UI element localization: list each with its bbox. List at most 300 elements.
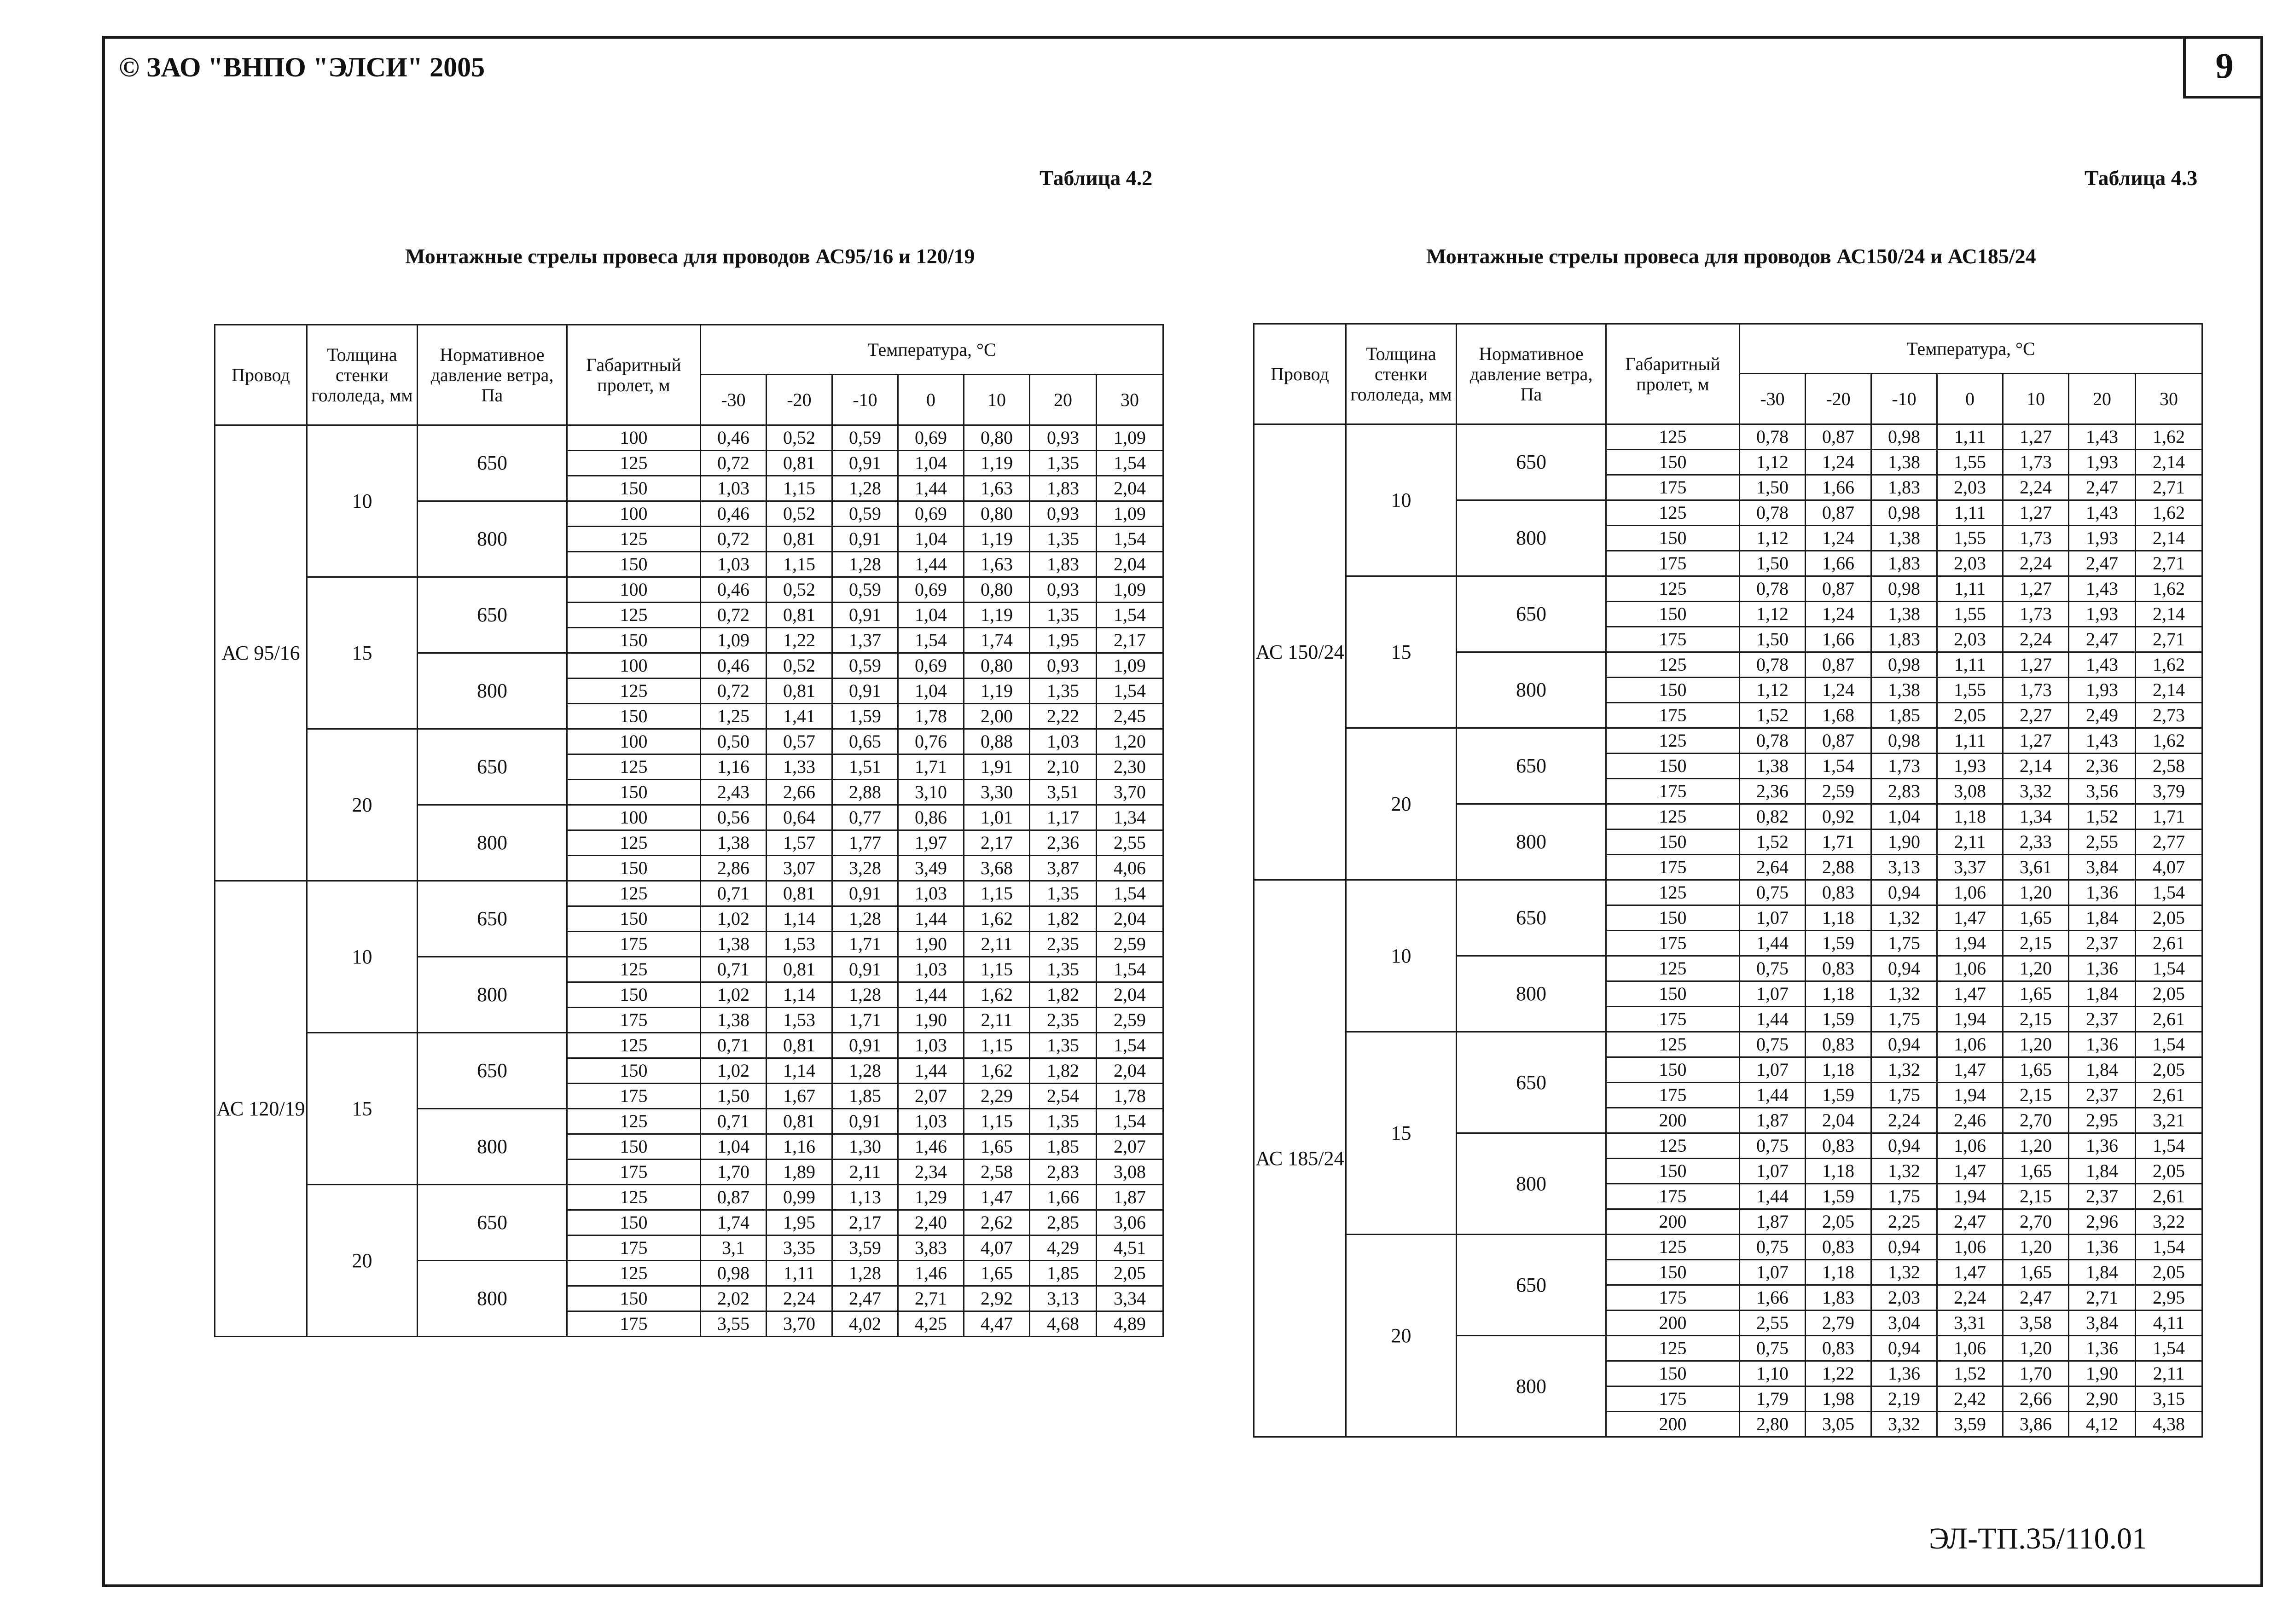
sag-value-cell: 2,54 — [1030, 1084, 1097, 1109]
sag-value-cell: 1,03 — [898, 1033, 964, 1058]
sag-value-cell: 0,83 — [1806, 956, 1871, 981]
sag-value-cell: 0,59 — [832, 653, 898, 679]
sag-value-cell: 0,59 — [832, 501, 898, 527]
wire-cell: АС 120/19 — [215, 881, 307, 1337]
span-cell: 125 — [567, 679, 701, 704]
sag-value-cell: 0,46 — [701, 501, 767, 527]
span-cell: 150 — [567, 1058, 701, 1084]
sag-value-cell: 1,28 — [832, 906, 898, 932]
sag-value-cell: 2,59 — [1097, 932, 1163, 957]
sag-value-cell: 1,62 — [2136, 652, 2202, 678]
sag-value-cell: 2,71 — [2136, 475, 2202, 500]
sag-value-cell: 1,73 — [2003, 450, 2069, 475]
sag-value-cell: 2,03 — [1937, 551, 2003, 576]
sag-value-cell: 1,52 — [1740, 703, 1806, 728]
sag-value-cell: 1,78 — [1097, 1084, 1163, 1109]
sag-value-cell: 1,44 — [1740, 1007, 1806, 1032]
sag-value-cell: 1,35 — [1030, 1109, 1097, 1134]
sag-value-cell: 2,55 — [1097, 830, 1163, 856]
sag-value-cell: 1,83 — [1806, 1285, 1871, 1311]
sag-value-cell: 3,86 — [2003, 1412, 2069, 1437]
span-cell: 100 — [567, 577, 701, 603]
sag-value-cell: 2,11 — [1937, 829, 2003, 855]
sag-value-cell: 1,83 — [1871, 551, 1937, 576]
sag-value-cell: 1,12 — [1740, 678, 1806, 703]
sag-value-cell: 1,62 — [964, 906, 1030, 932]
sag-value-cell: 3,08 — [1097, 1160, 1163, 1185]
sag-value-cell: 1,43 — [2069, 728, 2136, 754]
span-cell: 125 — [1606, 1336, 1740, 1361]
sag-value-cell: 1,83 — [1030, 552, 1097, 577]
sag-value-cell: 3,22 — [2136, 1209, 2202, 1235]
sag-value-cell: 2,47 — [1937, 1209, 2003, 1235]
sag-value-cell: 0,87 — [701, 1185, 767, 1210]
wind-pressure-cell: 650 — [1457, 424, 1606, 500]
sag-value-cell: 1,54 — [1097, 679, 1163, 704]
wind-pressure-cell: 650 — [1457, 728, 1606, 804]
sag-value-cell: 3,58 — [2003, 1311, 2069, 1336]
sag-value-cell: 0,52 — [767, 501, 832, 527]
sag-value-cell: 1,85 — [1871, 703, 1937, 728]
span-cell: 100 — [567, 805, 701, 830]
sag-value-cell: 1,27 — [2003, 500, 2069, 526]
span-cell: 175 — [1606, 475, 1740, 500]
sag-value-cell: 2,05 — [1937, 703, 2003, 728]
header-temp-col: 0 — [898, 375, 964, 425]
sag-value-cell: 1,83 — [1871, 627, 1937, 652]
span-cell: 175 — [1606, 1184, 1740, 1209]
sag-value-cell: 1,71 — [832, 932, 898, 957]
span-cell: 175 — [1606, 703, 1740, 728]
sag-value-cell: 0,52 — [767, 425, 832, 451]
sag-value-cell: 1,14 — [767, 1058, 832, 1084]
wind-pressure-cell: 650 — [1457, 1235, 1606, 1336]
span-cell: 125 — [1606, 804, 1740, 829]
span-cell: 175 — [1606, 551, 1740, 576]
sag-value-cell: 1,18 — [1806, 1260, 1871, 1285]
header-temp-col: -10 — [1871, 374, 1937, 424]
sag-value-cell: 0,75 — [1740, 1032, 1806, 1057]
sag-value-cell: 3,84 — [2069, 1311, 2136, 1336]
sag-value-cell: 1,24 — [1806, 678, 1871, 703]
sag-value-cell: 3,32 — [2003, 779, 2069, 804]
sag-value-cell: 0,80 — [964, 501, 1030, 527]
document-number: ЭЛ-ТП.35/110.01 — [1929, 1522, 2148, 1555]
sag-value-cell: 0,78 — [1740, 576, 1806, 602]
sag-value-cell: 2,04 — [1097, 476, 1163, 501]
sag-value-cell: 2,55 — [2069, 829, 2136, 855]
wind-pressure-cell: 800 — [418, 653, 567, 729]
sag-value-cell: 1,87 — [1740, 1108, 1806, 1133]
sag-value-cell: 1,77 — [832, 830, 898, 856]
sag-value-cell: 3,06 — [1097, 1210, 1163, 1235]
sag-value-cell: 2,64 — [1740, 855, 1806, 880]
sag-value-cell: 3,08 — [1937, 779, 2003, 804]
sag-value-cell: 2,07 — [1097, 1134, 1163, 1160]
span-cell: 175 — [1606, 1386, 1740, 1412]
sag-value-cell: 0,50 — [701, 729, 767, 754]
span-cell: 175 — [1606, 627, 1740, 652]
header-temperature: Температура, °C — [1740, 324, 2202, 374]
header-temp-col: 0 — [1937, 374, 2003, 424]
span-cell: 150 — [1606, 829, 1740, 855]
sag-value-cell: 1,65 — [964, 1134, 1030, 1160]
sag-value-cell: 1,46 — [898, 1134, 964, 1160]
sag-value-cell: 2,05 — [2136, 981, 2202, 1007]
header-span: Габаритный пролет, м — [1606, 324, 1740, 424]
span-cell: 150 — [567, 476, 701, 501]
sag-value-cell: 1,53 — [767, 932, 832, 957]
sag-value-cell: 1,28 — [832, 1261, 898, 1286]
sag-value-cell: 1,54 — [1806, 754, 1871, 779]
sag-value-cell: 2,36 — [1740, 779, 1806, 804]
sag-value-cell: 1,44 — [1740, 1083, 1806, 1108]
sag-value-cell: 0,98 — [701, 1261, 767, 1286]
sag-value-cell: 2,95 — [2136, 1285, 2202, 1311]
sag-value-cell: 1,06 — [1937, 1336, 2003, 1361]
sag-value-cell: 0,98 — [1871, 500, 1937, 526]
sag-value-cell: 2,29 — [964, 1084, 1030, 1109]
span-cell: 125 — [567, 1109, 701, 1134]
sag-value-cell: 2,30 — [1097, 754, 1163, 780]
sag-value-cell: 0,80 — [964, 425, 1030, 451]
sag-value-cell: 0,94 — [1871, 1336, 1937, 1361]
sag-value-cell: 0,46 — [701, 425, 767, 451]
span-cell: 175 — [1606, 779, 1740, 804]
sag-value-cell: 1,24 — [1806, 450, 1871, 475]
sag-value-cell: 1,09 — [701, 628, 767, 653]
table-row — [215, 729, 1163, 754]
sag-value-cell: 0,64 — [767, 805, 832, 830]
sag-value-cell: 1,07 — [1740, 981, 1806, 1007]
sag-value-cell: 1,27 — [2003, 576, 2069, 602]
sag-value-cell: 2,46 — [1937, 1108, 2003, 1133]
sag-value-cell: 1,79 — [1740, 1386, 1806, 1412]
sag-value-cell: 1,75 — [1871, 1007, 1937, 1032]
wind-pressure-cell: 800 — [418, 957, 567, 1033]
sag-value-cell: 1,36 — [2069, 956, 2136, 981]
sag-value-cell: 1,20 — [1097, 729, 1163, 754]
sag-value-cell: 4,12 — [2069, 1412, 2136, 1437]
sag-value-cell: 2,05 — [2136, 1260, 2202, 1285]
wind-pressure-cell: 800 — [1457, 500, 1606, 576]
sag-value-cell: 2,40 — [898, 1210, 964, 1235]
sag-value-cell: 1,82 — [1030, 1058, 1097, 1084]
header-span: Габаритный пролет, м — [567, 325, 701, 425]
span-cell: 200 — [1606, 1311, 1740, 1336]
sag-value-cell: 2,92 — [964, 1286, 1030, 1311]
sag-value-cell: 0,83 — [1806, 1032, 1871, 1057]
ice-thickness-cell: 15 — [307, 1033, 418, 1185]
sag-value-cell: 3,61 — [2003, 855, 2069, 880]
header-wind-pressure: Нормативное давление ветра, Па — [418, 325, 567, 425]
sag-value-cell: 1,94 — [1937, 931, 2003, 956]
table-row — [1254, 1032, 2202, 1057]
sag-value-cell: 2,71 — [2136, 551, 2202, 576]
sag-value-cell: 1,51 — [832, 754, 898, 780]
sag-value-cell: 0,98 — [1871, 652, 1937, 678]
sag-value-cell: 1,52 — [1937, 1361, 2003, 1386]
span-cell: 175 — [1606, 855, 1740, 880]
sag-value-cell: 1,18 — [1806, 1057, 1871, 1083]
sag-value-cell: 2,66 — [2003, 1386, 2069, 1412]
sag-value-cell: 1,04 — [701, 1134, 767, 1160]
sag-value-cell: 0,72 — [701, 679, 767, 704]
sag-value-cell: 0,91 — [832, 881, 898, 906]
sag-value-cell: 2,11 — [832, 1160, 898, 1185]
sag-value-cell: 3,34 — [1097, 1286, 1163, 1311]
sag-value-cell: 1,75 — [1871, 931, 1937, 956]
copyright-header: © ЗАО "ВНПО "ЭЛСИ" 2005 — [119, 52, 485, 82]
sag-value-cell: 1,55 — [1937, 450, 2003, 475]
sag-value-cell: 1,54 — [2136, 956, 2202, 981]
sag-value-cell: 1,15 — [964, 1109, 1030, 1134]
sag-value-cell: 0,56 — [701, 805, 767, 830]
sag-value-cell: 3,15 — [2136, 1386, 2202, 1412]
sag-value-cell: 4,07 — [964, 1235, 1030, 1261]
sag-value-cell: 1,78 — [898, 704, 964, 729]
sag-value-cell: 1,17 — [1030, 805, 1097, 830]
sag-value-cell: 2,49 — [2069, 703, 2136, 728]
sag-value-cell: 2,83 — [1871, 779, 1937, 804]
sag-value-cell: 1,43 — [2069, 652, 2136, 678]
sag-value-cell: 1,71 — [2136, 804, 2202, 829]
sag-value-cell: 2,42 — [1937, 1386, 2003, 1412]
sag-value-cell: 0,94 — [1871, 956, 1937, 981]
sag-value-cell: 1,18 — [1806, 905, 1871, 931]
sag-value-cell: 2,03 — [1871, 1285, 1937, 1311]
sag-value-cell: 2,47 — [832, 1286, 898, 1311]
sag-value-cell: 1,35 — [1030, 881, 1097, 906]
sag-value-cell: 0,81 — [767, 881, 832, 906]
sag-value-cell: 1,43 — [2069, 500, 2136, 526]
sag-value-cell: 2,33 — [2003, 829, 2069, 855]
sag-value-cell: 1,16 — [701, 754, 767, 780]
sag-value-cell: 1,20 — [2003, 956, 2069, 981]
sag-value-cell: 1,09 — [1097, 501, 1163, 527]
span-cell: 125 — [1606, 652, 1740, 678]
ice-thickness-cell: 15 — [307, 577, 418, 729]
sag-value-cell: 1,94 — [1937, 1083, 2003, 1108]
sag-value-cell: 1,54 — [2136, 1336, 2202, 1361]
sag-value-cell: 2,34 — [898, 1160, 964, 1185]
sag-value-cell: 1,27 — [2003, 652, 2069, 678]
sag-value-cell: 1,01 — [964, 805, 1030, 830]
header-temp-col: 30 — [2136, 374, 2202, 424]
sag-value-cell: 0,93 — [1030, 501, 1097, 527]
sag-value-cell: 2,47 — [2003, 1285, 2069, 1311]
sag-value-cell: 2,71 — [2069, 1285, 2136, 1311]
sag-value-cell: 0,87 — [1806, 728, 1871, 754]
sag-value-cell: 1,32 — [1871, 981, 1937, 1007]
sag-value-cell: 2,36 — [2069, 754, 2136, 779]
wind-pressure-cell: 650 — [418, 1033, 567, 1109]
sag-value-cell: 2,43 — [701, 780, 767, 805]
sag-value-cell: 1,54 — [1097, 451, 1163, 476]
sag-value-cell: 1,71 — [832, 1008, 898, 1033]
sag-value-cell: 1,28 — [832, 1058, 898, 1084]
span-cell: 150 — [567, 1286, 701, 1311]
sag-value-cell: 1,36 — [2069, 1032, 2136, 1057]
sag-value-cell: 1,75 — [1871, 1083, 1937, 1108]
sag-value-cell: 0,94 — [1871, 1133, 1937, 1159]
sag-value-cell: 3,35 — [767, 1235, 832, 1261]
sag-value-cell: 0,87 — [1806, 500, 1871, 526]
span-cell: 125 — [1606, 728, 1740, 754]
sag-value-cell: 4,89 — [1097, 1311, 1163, 1337]
sag-value-cell: 1,90 — [1871, 829, 1937, 855]
table-4-2-label: Таблица 4.2 — [1040, 166, 1153, 190]
sag-value-cell: 1,53 — [767, 1008, 832, 1033]
sag-value-cell: 0,71 — [701, 1033, 767, 1058]
sag-value-cell: 1,50 — [1740, 475, 1806, 500]
sag-value-cell: 2,04 — [1097, 906, 1163, 932]
sag-value-cell: 2,17 — [964, 830, 1030, 856]
sag-value-cell: 2,47 — [2069, 551, 2136, 576]
sag-value-cell: 1,94 — [1937, 1184, 2003, 1209]
sag-value-cell: 2,24 — [767, 1286, 832, 1311]
table-row — [1254, 728, 2202, 754]
wind-pressure-cell: 800 — [418, 1261, 567, 1337]
sag-value-cell: 0,69 — [898, 653, 964, 679]
sag-value-cell: 1,52 — [2069, 804, 2136, 829]
sag-value-cell: 0,81 — [767, 451, 832, 476]
sag-value-cell: 2,24 — [2003, 627, 2069, 652]
sag-value-cell: 2,35 — [1030, 932, 1097, 957]
span-cell: 175 — [1606, 1007, 1740, 1032]
sag-value-cell: 1,66 — [1030, 1185, 1097, 1210]
span-cell: 150 — [1606, 1361, 1740, 1386]
span-cell: 125 — [567, 754, 701, 780]
wind-pressure-cell: 800 — [418, 805, 567, 881]
sag-value-cell: 1,93 — [2069, 602, 2136, 627]
table-row — [1254, 880, 2202, 905]
sag-value-cell: 3,49 — [898, 856, 964, 881]
sag-value-cell: 3,70 — [767, 1311, 832, 1337]
sag-value-cell: 1,90 — [898, 1008, 964, 1033]
table-row — [215, 425, 1163, 451]
sag-value-cell: 1,71 — [898, 754, 964, 780]
sag-value-cell: 1,11 — [1937, 576, 2003, 602]
sag-value-cell: 0,82 — [1740, 804, 1806, 829]
sag-value-cell: 1,04 — [1871, 804, 1937, 829]
header-temp-col: 30 — [1097, 375, 1163, 425]
sag-value-cell: 1,18 — [1806, 981, 1871, 1007]
sag-value-cell: 2,10 — [1030, 754, 1097, 780]
sag-value-cell: 1,57 — [767, 830, 832, 856]
sag-value-cell: 2,14 — [2136, 678, 2202, 703]
sag-value-cell: 2,11 — [964, 1008, 1030, 1033]
sag-value-cell: 1,02 — [701, 906, 767, 932]
span-cell: 125 — [567, 527, 701, 552]
table-row — [215, 1185, 1163, 1210]
sag-value-cell: 1,03 — [1030, 729, 1097, 754]
sag-value-cell: 1,04 — [898, 527, 964, 552]
sag-value-cell: 1,84 — [2069, 1159, 2136, 1184]
sag-value-cell: 0,93 — [1030, 653, 1097, 679]
span-cell: 125 — [567, 1185, 701, 1210]
sag-value-cell: 2,17 — [1097, 628, 1163, 653]
sag-value-cell: 1,19 — [964, 603, 1030, 628]
sag-value-cell: 2,05 — [1097, 1261, 1163, 1286]
sag-value-cell: 2,37 — [2069, 1184, 2136, 1209]
sag-value-cell: 3,1 — [701, 1235, 767, 1261]
sag-value-cell: 1,44 — [898, 982, 964, 1008]
sag-value-cell: 1,07 — [1740, 905, 1806, 931]
sag-table-4-3 — [1253, 323, 2203, 1438]
sag-value-cell: 1,94 — [1937, 1007, 2003, 1032]
sag-value-cell: 1,84 — [2069, 1057, 2136, 1083]
sag-value-cell: 1,03 — [898, 881, 964, 906]
table-4-3-label: Таблица 4.3 — [2085, 166, 2198, 190]
sag-value-cell: 2,36 — [1030, 830, 1097, 856]
sag-value-cell: 1,04 — [898, 451, 964, 476]
span-cell: 150 — [1606, 1260, 1740, 1285]
page-number-box — [2183, 36, 2263, 99]
sag-value-cell: 0,75 — [1740, 880, 1806, 905]
wind-pressure-cell: 650 — [418, 425, 567, 501]
sag-value-cell: 2,22 — [1030, 704, 1097, 729]
ice-thickness-cell: 10 — [307, 425, 418, 577]
sag-value-cell: 4,06 — [1097, 856, 1163, 881]
sag-value-cell: 0,87 — [1806, 652, 1871, 678]
table-row — [1254, 1235, 2202, 1260]
sag-value-cell: 0,59 — [832, 577, 898, 603]
sag-value-cell: 1,84 — [2069, 981, 2136, 1007]
wind-pressure-cell: 800 — [418, 1109, 567, 1185]
sag-value-cell: 0,91 — [832, 679, 898, 704]
sag-value-cell: 1,93 — [2069, 678, 2136, 703]
span-cell: 125 — [1606, 576, 1740, 602]
sag-value-cell: 2,58 — [2136, 754, 2202, 779]
ice-thickness-cell: 15 — [1346, 1032, 1457, 1235]
sag-value-cell: 1,87 — [1097, 1185, 1163, 1210]
span-cell: 125 — [567, 1033, 701, 1058]
sag-value-cell: 1,09 — [1097, 653, 1163, 679]
sag-value-cell: 1,12 — [1740, 526, 1806, 551]
header-temp-col: -10 — [832, 375, 898, 425]
sag-value-cell: 1,07 — [1740, 1260, 1806, 1285]
sag-value-cell: 2,27 — [2003, 703, 2069, 728]
sag-value-cell: 1,32 — [1871, 1159, 1937, 1184]
sag-value-cell: 3,30 — [964, 780, 1030, 805]
table-row — [1254, 424, 2202, 450]
sag-value-cell: 0,76 — [898, 729, 964, 754]
sag-value-cell: 1,62 — [964, 1058, 1030, 1084]
sag-value-cell: 1,38 — [1871, 602, 1937, 627]
sag-value-cell: 0,81 — [767, 957, 832, 982]
sag-value-cell: 1,47 — [1937, 905, 2003, 931]
sag-value-cell: 1,54 — [2136, 880, 2202, 905]
sag-value-cell: 2,37 — [2069, 931, 2136, 956]
sag-value-cell: 1,47 — [1937, 1260, 2003, 1285]
table-row — [215, 881, 1163, 906]
sag-value-cell: 2,70 — [2003, 1108, 2069, 1133]
sag-value-cell: 3,70 — [1097, 780, 1163, 805]
sag-value-cell: 1,35 — [1030, 1033, 1097, 1058]
sag-value-cell: 1,10 — [1740, 1361, 1806, 1386]
sag-value-cell: 1,50 — [1740, 551, 1806, 576]
sag-value-cell: 1,15 — [767, 552, 832, 577]
sag-value-cell: 2,14 — [2003, 754, 2069, 779]
sag-value-cell: 1,22 — [1806, 1361, 1871, 1386]
sag-value-cell: 2,00 — [964, 704, 1030, 729]
sag-value-cell: 1,03 — [898, 957, 964, 982]
sag-value-cell: 1,35 — [1030, 679, 1097, 704]
sag-value-cell: 0,65 — [832, 729, 898, 754]
span-cell: 150 — [567, 780, 701, 805]
header-ice-thickness: Толщина стенки гололеда, мм — [307, 325, 418, 425]
